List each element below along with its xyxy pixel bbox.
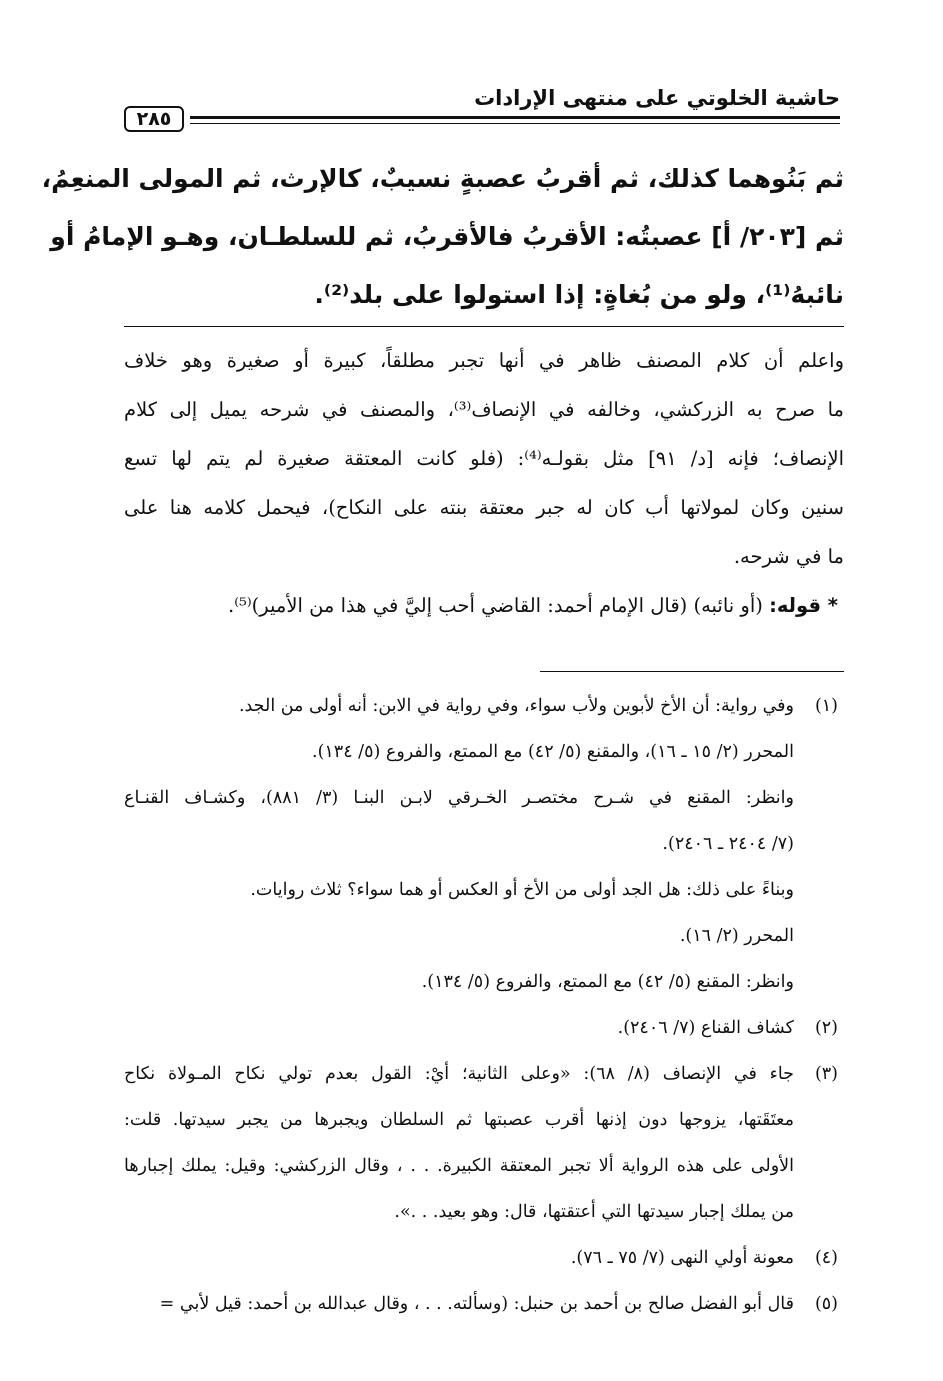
- commentary-line: سنين وكان لمولاتها أب كان له جبر معتقة بنته على النكاح)، فيحمل كلامه هنا على: [124, 496, 844, 519]
- running-header: [124, 82, 840, 128]
- matn-text: [41, 150, 844, 324]
- footnote-line: جاء في الإنصاف (٨/ ٦٨): «وعلى الثانية؛ أيْ: القول بعدم تولي نكاح المـولاة نكاح: [124, 1064, 794, 1084]
- footnote-line: قال أبو الفضل صالح بن أحمد بن حنبل: (وسألته. . . ، وقال عبدالله بن أحمد: قيل لأبي =: [159, 1294, 794, 1314]
- page-number: ٢٨٥: [124, 106, 184, 132]
- commentary-text: [124, 336, 844, 630]
- footnote-number: (٢): [814, 1018, 838, 1038]
- commentary-line: ما في شرحه.: [733, 545, 844, 568]
- footnote-line: المحرر (٢/ ١٦).: [679, 926, 794, 946]
- footnote-line: كشاف القناع (٧/ ٢٤٠٦).: [617, 1018, 794, 1038]
- footnote-number: (١): [814, 696, 838, 716]
- footnote-separator: [540, 671, 844, 672]
- footnote-line: (٧/ ٢٤٠٤ ـ ٢٤٠٦).: [662, 834, 794, 854]
- matn-line: ثم بَنُوهما كذلك، ثم أقربُ عصبةٍ نسيبٌ، كالإرث، ثم المولى المنعِمُ،: [41, 164, 844, 193]
- footnote-2: [124, 1005, 844, 1051]
- footnote-5: [124, 1281, 844, 1327]
- commentary-line: الإنصاف؛ فإنه [د/ ٩١] مثل بقولـه⁽⁴⁾: (فلو كانت المعتقة صغيرة لم يتم لها تسع: [124, 447, 844, 470]
- qawluh-line: [124, 581, 844, 630]
- qawluh-text: (أو نائبه) (قال الإمام أحمد: القاضي أحب إليَّ في هذا من الأمير)⁽⁵⁾.: [228, 594, 763, 617]
- footnote-line: معتَقَتها، يزوجها دون إذنها أقرب عصبتها ثم السلطان ويجبرها من يجبر سيدتها. قلت:: [124, 1110, 794, 1130]
- footnote-number: (٤): [814, 1248, 838, 1268]
- header-title: حاشية الخلوتي على منتهى الإرادات: [474, 86, 840, 110]
- commentary-line: واعلم أن كلام المصنف ظاهر في أنها تجبر مطلقاً، كبيرة أو صغيرة وهو خلاف: [124, 349, 844, 372]
- footnote-line: وانظر: المقنع (٥/ ٤٢) مع الممتع، والفروع (٥/ ١٣٤).: [421, 972, 794, 992]
- footnote-1: [124, 683, 844, 1005]
- footnote-line: الأولى على هذه الرواية ألا تجبر المعتقة الكبيرة. . . ، وقال الزركشي: وقيل: يملك إجبارها: [124, 1156, 794, 1176]
- footnote-number: (٣): [814, 1064, 838, 1084]
- footnote-line: معونة أولي النهى (٧/ ٧٥ ـ ٧٦).: [570, 1248, 794, 1268]
- header-rule-thin: [190, 123, 840, 124]
- matn-line: ثم [٢٠٣/ أ] عصبتُه: الأقربُ فالأقربُ، ثم للسلطـان، وهـو الإمامُ أو: [50, 222, 844, 251]
- commentary-line: ما صرح به الزركشي، وخالفه في الإنصاف⁽³⁾، والمصنف في شرحه يميل إلى كلام: [124, 398, 844, 421]
- qawluh-label: * قوله:: [769, 594, 838, 617]
- footnote-line: وفي رواية: أن الأخ لأبوين ولأب سواء، وفي رواية في الابن: أنه أولى من الجد.: [238, 696, 794, 716]
- matn-separator: [124, 326, 844, 327]
- footnote-line: من يملك إجبار سيدتها التي أعتقتها، قال: وهو بعيد. . .».: [394, 1202, 794, 1222]
- footnote-number: (٥): [814, 1294, 838, 1314]
- footnote-line: وبناءً على ذلك: هل الجد أولى من الأخ أو العكس أو هما سواء؟ ثلاث روايات.: [250, 880, 794, 900]
- header-rule-thick: [190, 116, 840, 119]
- footnote-3: [124, 1051, 844, 1235]
- footnote-line: المحرر (٢/ ١٥ ـ ١٦)، والمقنع (٥/ ٤٢) مع الممتع، والفروع (٥/ ١٣٤).: [312, 742, 794, 762]
- footnote-4: [124, 1235, 844, 1281]
- footnote-line: وانظر: المقنع في شـرح مختصـر الخـرقي لابـن البنـا (٣/ ٨٨١)، وكشـاف القنـاع: [124, 788, 794, 808]
- footnotes: [124, 683, 844, 1327]
- matn-line: نائبهُ⁽¹⁾، ولو من بُغاةٍ: إذا استولوا على بلد⁽²⁾.: [314, 280, 844, 309]
